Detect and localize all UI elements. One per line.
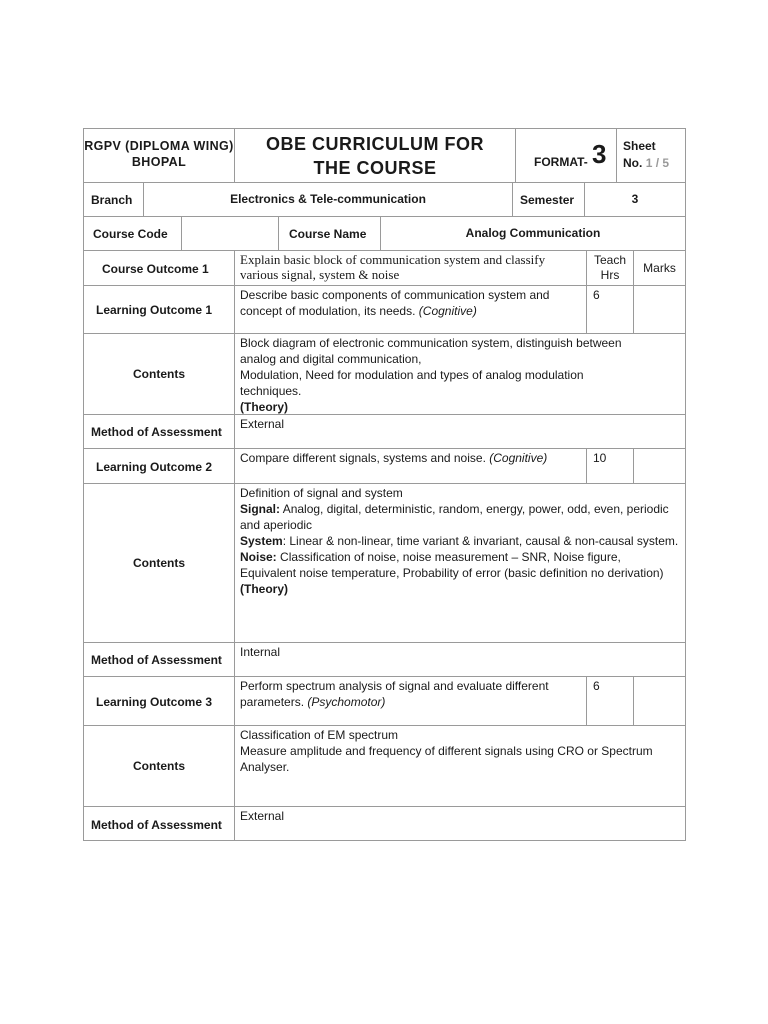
lo1-marks: [633, 285, 686, 334]
lo3-marks: [633, 676, 686, 726]
learning-outcome-1-label: Learning Outcome 1: [83, 285, 235, 334]
teach-hrs-header: Teach Hrs: [586, 250, 634, 286]
marks-header: Marks: [633, 250, 686, 286]
course-outcome-label: Course Outcome 1: [83, 250, 235, 286]
lo2-teach-hrs: 10: [586, 448, 634, 484]
lo3-tag: (Psychomotor): [307, 695, 386, 709]
lo1-contents-tag: (Theory): [240, 400, 288, 414]
learning-outcome-3-label: Learning Outcome 3: [83, 676, 235, 726]
learning-outcome-1-text: [234, 285, 587, 334]
sheet-no-label: No.: [623, 156, 643, 170]
org-line-2: BHOPAL: [131, 155, 187, 169]
lo3-method-label: Method of Assessment: [83, 806, 235, 841]
lo1-contents-line: techniques.: [240, 384, 302, 398]
lo1-contents-line: analog and digital communication,: [240, 352, 422, 366]
lo2-contents-label: Contents: [83, 483, 235, 643]
lo2-signal: [240, 501, 680, 533]
course-name-value: Analog Communication: [380, 216, 686, 251]
course-name-label: Course Name: [278, 216, 381, 251]
signal-label: Signal:: [240, 502, 281, 516]
sheet-page: 1 / 5: [645, 156, 670, 170]
learning-outcome-2-text: [234, 448, 587, 484]
sheet-cell: [616, 128, 686, 183]
lo2-tag: (Cognitive): [489, 451, 548, 465]
lo2-marks: [633, 448, 686, 484]
course-code-value: [181, 216, 279, 251]
lo1-method-label: Method of Assessment: [83, 414, 235, 449]
lo2-system: [240, 533, 680, 549]
noise-text: Classification of noise, noise measurement – SNR, Noise figure, Equivalent noise temperature, Probability of error (basic definition no derivation): [240, 550, 664, 580]
sheet-label: Sheet: [623, 139, 656, 153]
org-line-1: RGPV (DIPLOMA WING): [84, 139, 234, 153]
signal-text: Analog, digital, deterministic, random, energy, power, odd, even, periodic and aperiodic: [240, 502, 669, 532]
system-text: : Linear & non-linear, time variant & invariant, causal & non-causal system.: [282, 534, 679, 548]
system-label: System: [240, 534, 283, 548]
branch-value: Electronics & Tele-communication: [143, 182, 513, 217]
format-label: FORMAT-: [534, 155, 588, 169]
learning-outcome-3-text: [234, 676, 587, 726]
lo1-method-value: External: [234, 414, 686, 449]
lo3-contents-line: Classification of EM spectrum: [240, 728, 399, 742]
lo1-description: Describe basic components of communication system and concept of modulation, its needs.: [240, 288, 550, 318]
learning-outcome-2-label: Learning Outcome 2: [83, 448, 235, 484]
lo3-description: Perform spectrum analysis of signal and evaluate different parameters.: [240, 679, 549, 709]
lo2-contents: [234, 483, 686, 643]
lo1-teach-hrs: 6: [586, 285, 634, 334]
lo2-method-label: Method of Assessment: [83, 642, 235, 677]
lo3-contents-label: Contents: [83, 725, 235, 807]
branch-label: Branch: [83, 182, 144, 217]
lo3-contents: [234, 725, 686, 807]
semester-label: Semester: [512, 182, 585, 217]
lo3-contents-line: Measure amplitude and frequency of different signals using CRO or Spectrum Analyser.: [240, 744, 653, 774]
course-code-label: Course Code: [83, 216, 182, 251]
title-line-2: THE COURSE: [313, 158, 437, 178]
format-cell: [515, 128, 617, 183]
lo3-method-value: External: [234, 806, 686, 841]
format-number: 3: [592, 139, 607, 169]
document-title: [234, 128, 516, 183]
lo2-method-value: Internal: [234, 642, 686, 677]
org-name: [83, 128, 235, 183]
lo3-teach-hrs: 6: [586, 676, 634, 726]
lo2-description: Compare different signals, systems and noise.: [240, 451, 486, 465]
title-line-1: OBE CURRICULUM FOR: [266, 134, 484, 154]
lo1-contents-line: Modulation, Need for modulation and types of analog modulation: [240, 368, 584, 382]
lo1-contents: [234, 333, 686, 415]
noise-label: Noise:: [240, 550, 277, 564]
lo1-contents-label: Contents: [83, 333, 235, 415]
lo1-contents-line: Block diagram of electronic communication system, distinguish between: [240, 336, 622, 350]
semester-value: 3: [584, 182, 686, 217]
course-outcome-text: Explain basic block of communication system and classify various signal, system & noise: [234, 250, 587, 286]
lo2-contents-line: Definition of signal and system: [240, 486, 403, 500]
lo2-noise: [240, 549, 680, 581]
lo2-contents-tag: (Theory): [240, 582, 288, 596]
lo1-tag: (Cognitive): [418, 304, 477, 318]
